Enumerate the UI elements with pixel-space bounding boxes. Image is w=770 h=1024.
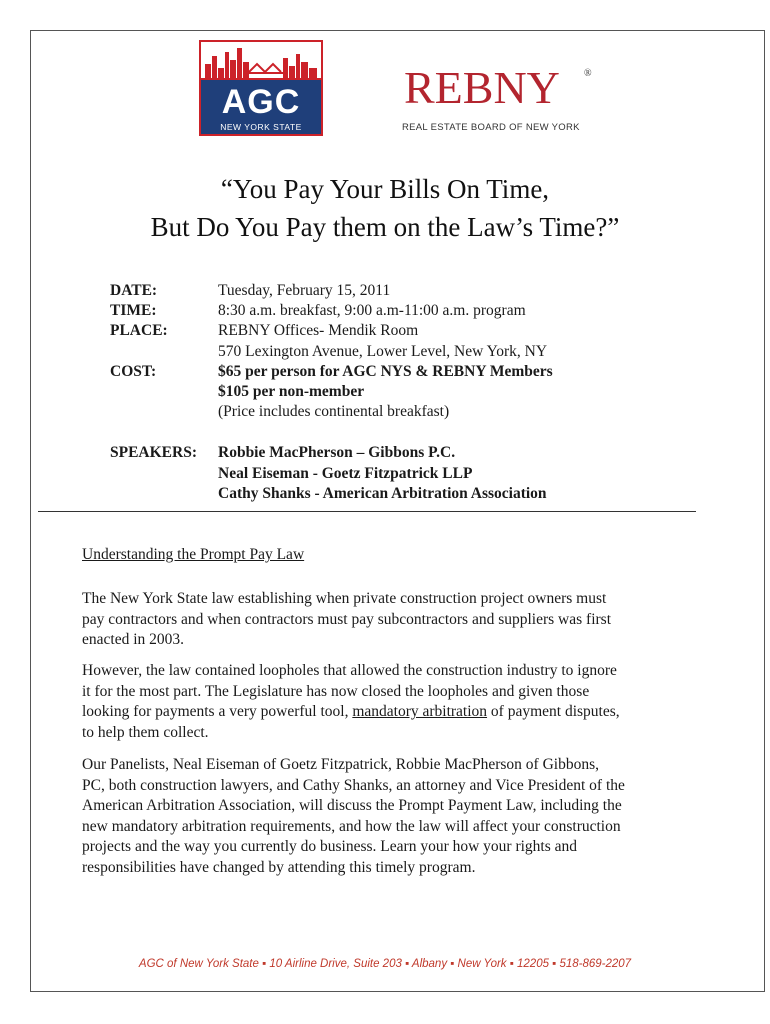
time-value: 8:30 a.m. breakfast, 9:00 a.m-11:00 a.m. program bbox=[218, 302, 526, 319]
section-heading: Understanding the Prompt Pay Law bbox=[82, 546, 305, 563]
rebny-logo-subtitle: REAL ESTATE BOARD OF NEW YORK bbox=[402, 122, 580, 133]
paragraph-2-line: However, the law contained loopholes that allowed the construction industry to ignore bbox=[82, 662, 617, 679]
paragraph-1 bbox=[82, 589, 692, 651]
time-label: TIME: bbox=[110, 302, 157, 319]
cost-non-member: $105 per non-member bbox=[218, 383, 365, 400]
speaker-3: Cathy Shanks - American Arbitration Association bbox=[218, 485, 547, 502]
cost-label: COST: bbox=[110, 363, 157, 380]
place-label: PLACE: bbox=[110, 322, 168, 339]
registered-mark: ® bbox=[584, 68, 592, 79]
place-address: 570 Lexington Avenue, Lower Level, New York, NY bbox=[218, 343, 548, 360]
date-value: Tuesday, February 15, 2011 bbox=[218, 282, 391, 299]
event-title-line-1: “You Pay Your Bills On Time, bbox=[220, 174, 550, 204]
paragraph-2-text: looking for payments a very powerful tool, bbox=[82, 703, 353, 720]
paragraph-3-line: projects and the way you currently do business. Learn your how your rights and bbox=[82, 838, 578, 855]
paragraph-3 bbox=[82, 755, 692, 878]
date-label: DATE: bbox=[110, 282, 158, 299]
paragraph-1-line: enacted in 2003. bbox=[82, 631, 185, 648]
paragraph-3-line: American Arbitration Association, will discuss the Prompt Payment Law, including the bbox=[82, 797, 622, 814]
mandatory-arbitration-link[interactable]: mandatory arbitration bbox=[352, 703, 488, 720]
paragraph-3-line: new mandatory arbitration requirements, and how the law will affect your construction bbox=[82, 817, 621, 835]
paragraph-3-line: Our Panelists, Neal Eiseman of Goetz Fitzpatrick, Robbie MacPherson of Gibbons, bbox=[82, 756, 599, 773]
paragraph-2-line: it for the most part. The Legislature has now closed the loopholes and given those bbox=[82, 682, 590, 700]
footer-address: AGC of New York State ▪ 10 Airline Drive, Suite 203 ▪ Albany ▪ New York ▪ 12205 ▪ 518-869-2207 bbox=[138, 958, 632, 970]
agc-logo-text: AGC bbox=[221, 83, 301, 121]
cost-member: $65 per person for AGC NYS & REBNY Members bbox=[218, 363, 553, 380]
paragraph-3-line: PC, both construction lawyers, and Cathy Shanks, an attorney and Vice President of the bbox=[82, 776, 625, 794]
rebny-logo-text: REBNY bbox=[404, 62, 560, 113]
speaker-2: Neal Eiseman - Goetz Fitzpatrick LLP bbox=[218, 465, 473, 482]
agc-logo-subtitle: NEW YORK STATE bbox=[220, 122, 302, 132]
event-title-line-2: But Do You Pay them on the Law’s Time?” bbox=[150, 212, 620, 242]
paragraph-2-line bbox=[82, 702, 692, 723]
paragraph-3-line: responsibilities have changed by attending this timely program. bbox=[82, 858, 476, 876]
place-value: REBNY Offices- Mendik Room bbox=[218, 322, 419, 339]
agc-logo bbox=[199, 40, 323, 136]
paragraph-1-line: The New York State law establishing when private construction project owners must bbox=[82, 590, 607, 607]
paragraph-2 bbox=[82, 661, 692, 743]
speakers-label: SPEAKERS: bbox=[110, 444, 197, 461]
speaker-1: Robbie MacPherson – Gibbons P.C. bbox=[218, 444, 456, 461]
rebny-logo bbox=[398, 62, 618, 140]
paragraph-2-text: of payment disputes, bbox=[487, 703, 620, 720]
paragraph-1-line: pay contractors and when contractors must pay subcontractors and suppliers was first bbox=[82, 610, 612, 628]
section-divider bbox=[38, 511, 696, 512]
paragraph-2-line: to help them collect. bbox=[82, 723, 209, 741]
cost-note: (Price includes continental breakfast) bbox=[218, 403, 450, 420]
